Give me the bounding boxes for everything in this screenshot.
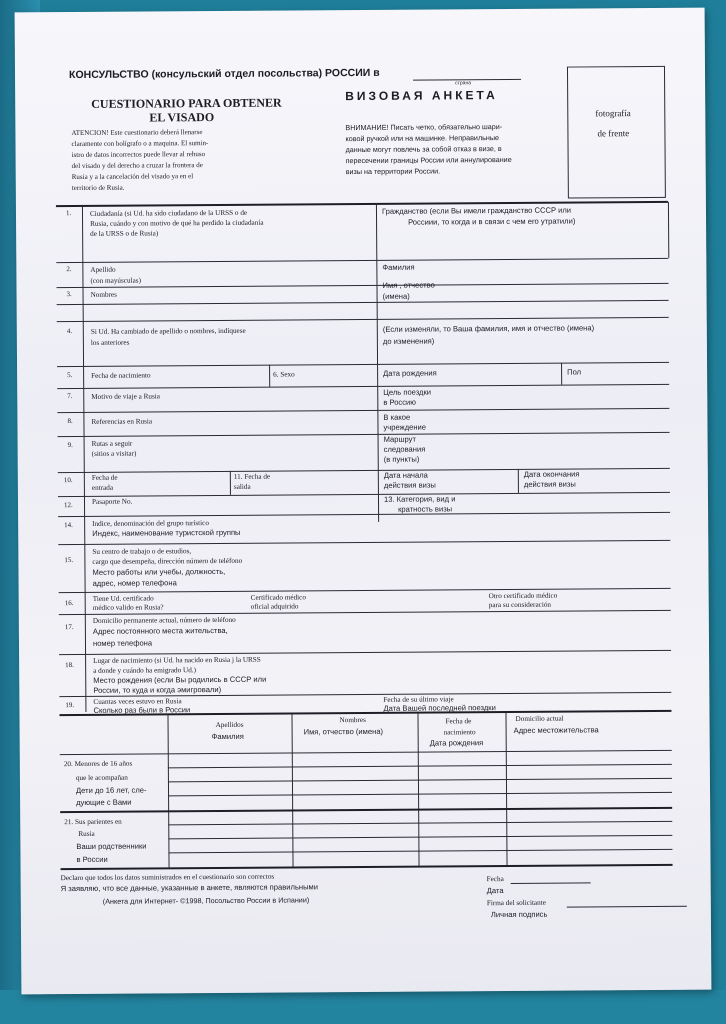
references-label-ru-2: учреждение: [383, 422, 427, 432]
visa-category-label-ru: 13. Категория, вид и: [383, 494, 456, 504]
country-hint: страна: [455, 80, 472, 87]
row-number: 9.: [67, 441, 73, 450]
route-label-ru: Маршрут: [383, 434, 416, 444]
row-line: [57, 408, 669, 413]
col-names-ru: Имя, отчество (имена): [303, 726, 384, 737]
table-col-line: [291, 714, 293, 866]
exit-date-label-es: 11. Fecha de: [233, 472, 271, 481]
sex-label-es: 6. Sexo: [273, 370, 295, 379]
sex-divider: [269, 365, 270, 387]
col-birthdate-es: Fecha de: [445, 717, 472, 726]
table-line: [168, 764, 672, 769]
row-number: 7.: [67, 392, 73, 401]
row-line: [58, 540, 670, 545]
surname-label-es: Apellido: [90, 265, 116, 274]
row-number: 15.: [64, 556, 74, 565]
citizenship-label-ru-2: Россиии, то когда и в связи с чем его утратили): [408, 216, 576, 227]
row-number: 2.: [66, 265, 72, 274]
previous-names-label-es: Si Ud. Ha cambiado de apellido o nombres, indíquese: [90, 326, 246, 336]
previous-names-label-ru: (Если изменяли, то Ваша фамилия, имя и отчество (имена): [382, 323, 595, 334]
table-line: [168, 835, 672, 840]
trip-purpose-label-ru: Цель поездки: [383, 387, 432, 397]
row-line: [58, 432, 670, 437]
citizenship-label-es: Ciudadanía (si Ud. ha sido ciudadano de la URSS o de: [89, 208, 248, 218]
row-line: [56, 258, 668, 263]
table-col-line: [167, 715, 169, 867]
visits-label-ru: Сколько раз были в России: [93, 705, 191, 715]
table-line: [168, 792, 672, 797]
signature-label-es: Firma del solicitante: [486, 898, 546, 908]
consulate-heading: КОНСУЛЬСТВО (консульский отдел посольства) РОССИИ в: [68, 66, 380, 82]
work-label-es-2: cargo que desempeña, dirección número de teléfono: [92, 556, 243, 566]
visa-category-label-ru-2: кратность визы: [398, 504, 453, 514]
row-line: [59, 588, 671, 593]
route-label-es: Rutas a seguir: [91, 439, 133, 448]
right-border-top: [668, 202, 669, 258]
visa-end-label-ru-2: действия визы: [523, 479, 576, 489]
signature-line: [567, 906, 687, 908]
entry-date-label-es-2: entrada: [91, 483, 114, 492]
attention-es: ATENCION! Este cuestionario deberá llenarse claramente con bolígrafo o a maquina. El sumin- istro de datos incorrectos puede llevar al rehuso del visado y del derecho a cruzar la frontera de Rusia y a la cancelación del visado ya en el territorio de Rusia.: [71, 128, 209, 193]
row-line: [58, 492, 670, 497]
surname-label-ru: Фамилия: [382, 262, 415, 272]
trip-purpose-label-ru-2: в Россию: [383, 397, 416, 407]
birthdate-label-es: Fecha de nacimiento: [91, 371, 151, 380]
table-line: [168, 849, 672, 854]
names-label-ru: Имя , отчество: [382, 280, 435, 290]
end-date-divider: [518, 469, 519, 493]
row-number: 1.: [65, 209, 72, 218]
minors-label-es: 20. Menores de 16 años: [63, 759, 133, 769]
row-number: 4.: [66, 327, 73, 336]
row-number: 3.: [66, 290, 72, 299]
row-line: [58, 512, 670, 517]
medical-cert-label-es: Tiene Ud. certificado: [92, 594, 154, 603]
address-label-ru-2: номер телефона: [92, 638, 153, 648]
col-names-es: Nombres: [339, 715, 366, 725]
sex-label-ru: Пол: [567, 367, 582, 377]
relatives-label-ru-2: в России: [76, 854, 108, 865]
medical-cert-label-es-2: médico valido en Rusia?: [92, 603, 164, 612]
row-number: 12.: [63, 501, 73, 510]
other-cert-label-es: Otro certificado médico: [488, 591, 558, 601]
visa-end-label-ru: Дата окончания: [523, 469, 580, 479]
trip-purpose-label-es: Motivo de viaje a Rusia: [91, 392, 160, 401]
previous-names-label-es-2: los anteriores: [90, 338, 130, 347]
title-es-line1: CUESTIONARIO PARA OBTENER: [91, 95, 282, 111]
passport-label-es: Pasaporte No.: [91, 497, 133, 506]
citizenship-label-es-3: de la URSS o de Rusia): [90, 229, 159, 238]
background-bottom: [0, 990, 726, 1024]
minors-label-ru: Дети до 16 лет, сле-: [75, 785, 147, 796]
col-birthdate-ru: Дата рождения: [429, 738, 484, 748]
photo-label-2: de frente: [597, 128, 630, 139]
row-number: 5.: [67, 371, 73, 380]
official-cert-label-es: Certificado médico: [250, 593, 306, 602]
names-label-es: Nombres: [90, 290, 117, 299]
exit-divider: [230, 471, 231, 495]
visa-start-label-ru: Дата начала: [383, 470, 428, 480]
references-label-es: Referencias en Rusia: [91, 417, 153, 426]
tour-group-label-ru: Индекс, наименование туристской группы: [92, 527, 241, 538]
date-line: [511, 882, 591, 884]
last-trip-label-ru: Дата Вашей последней поездки: [383, 703, 496, 713]
col-domicile-es: Domicilio actual: [515, 714, 564, 723]
address-label-es: Domicilio permanente actual, número de teléfono: [92, 615, 236, 625]
row-number: 19.: [65, 701, 75, 710]
row-number: 10.: [63, 476, 73, 485]
birthplace-label-es: Lugar de nacimiento (si Ud. ha nacido en Rusia j la URSS: [93, 655, 261, 665]
table-header-line: [60, 750, 672, 755]
birthdate-label-ru: Дата рождения: [383, 368, 437, 378]
table-col-line: [505, 713, 507, 865]
previous-names-label-ru-2: до изменения): [382, 336, 435, 346]
names-hint-ru: (имена): [382, 291, 410, 301]
col-domicile-ru: Адрес местожительства: [513, 725, 599, 735]
row-line: [57, 384, 669, 389]
row-line: [59, 650, 671, 655]
row-line: [57, 317, 669, 322]
minors-label-es-2: que le acompañan: [75, 773, 128, 783]
birthplace-label-ru-2: России, то куда и когда эмигровали): [93, 684, 222, 695]
birthplace-label-es-2: a donde y cuándo ha emigrado Ud.): [93, 666, 197, 675]
photo-label-1: fotografía: [595, 108, 631, 119]
relatives-label-es-2: Rusia: [78, 829, 95, 838]
relatives-label-es: 21. Sus parientes en: [64, 817, 122, 827]
address-label-ru: Адрес постоянного места жительства,: [92, 625, 228, 636]
route-hint-es: (sitios a visitar): [91, 449, 137, 458]
work-label-ru: Место работы или учебы, должность,: [92, 566, 226, 577]
citizenship-label-es-2: Rusia, cuándo y con motivo de qué ha perdido la ciudadanía: [90, 218, 264, 228]
row-number: 8.: [67, 417, 73, 426]
work-label-ru-2: адрес, номер телефона: [92, 578, 177, 588]
table-section-line: [60, 807, 672, 813]
surname-hint-es: (con mayúsculas): [90, 276, 141, 285]
form-top-border: [56, 201, 668, 207]
row-number: 14.: [64, 521, 73, 530]
minors-label-ru-2: дующие с Вами: [76, 797, 132, 808]
birthplace-label-ru: Место рождения (если Вы родились в СССР или: [93, 674, 267, 685]
col-birthdate-es-2: nacimiento: [443, 728, 476, 737]
visits-label-es: Cuantas veces estuvo en Rusia: [93, 697, 182, 706]
visa-start-label-ru-2: действия визы: [383, 480, 436, 490]
sex-ru-divider: [561, 363, 562, 385]
table-line: [168, 778, 672, 783]
number-column-divider: [82, 206, 87, 712]
declaration-ru: Я заявляю, что все данные, указанные в анкете, являются правильными: [60, 882, 319, 894]
col-surname-ru: Фамилия: [211, 731, 244, 742]
credit-line: (Анкета для Интернет- ©1998, Посольство России в Испании): [102, 895, 310, 906]
route-label-ru-3: (в пункты): [383, 454, 420, 464]
signature-label-ru: Личная подпись: [490, 909, 548, 920]
citizenship-label-ru: Гражданство (если Вы имели гражданство СССР или: [381, 205, 572, 216]
table-col-line: [417, 714, 419, 866]
route-label-ru-2: следования: [383, 444, 426, 454]
table-line: [168, 821, 672, 826]
title-es-line2: EL VISADO: [149, 110, 215, 125]
table-bottom-line: [61, 864, 673, 870]
date-label-ru: Дата: [486, 886, 504, 896]
declaration-es: Declaro que todos los datos suministrados en el cuestionario son correctos: [60, 872, 275, 883]
visa-form-sheet: [15, 8, 712, 995]
attention-ru: ВНИМАНИЕ! Писать четко, обязательно шари- ковой ручкой или на машинке. Неправильные данные могут повлечь за собой отказ в визе, в пересечении границы России или аннулирование визы на территории России.: [345, 122, 512, 177]
work-label-es: Su centro de trabajo o de estudios,: [92, 547, 192, 556]
row-line: [57, 300, 669, 305]
relatives-label-ru: Ваши родственники: [76, 841, 147, 852]
row-number: 17.: [64, 623, 74, 632]
other-cert-label-es-2: para su consideración: [488, 600, 552, 610]
references-label-ru: В какое: [383, 412, 411, 422]
last-trip-label-es: Fecha de su último viaje: [383, 695, 454, 704]
row-number: 18.: [65, 661, 74, 670]
exit-date-label-es-2: salida: [233, 482, 251, 491]
tour-group-label-es: Indice, denominación del grupo turístico: [92, 519, 209, 528]
entry-date-label-es: Fecha de: [91, 473, 118, 482]
title-ru: ВИЗОВАЯ АНКЕТА: [345, 88, 498, 104]
col-surname-es: Apellidos: [215, 720, 244, 730]
date-label-es: Fecha: [486, 875, 504, 884]
row-line: [57, 362, 669, 367]
row-number: 16.: [64, 599, 74, 608]
official-cert-label-es-2: oficial adquirido: [250, 602, 299, 611]
